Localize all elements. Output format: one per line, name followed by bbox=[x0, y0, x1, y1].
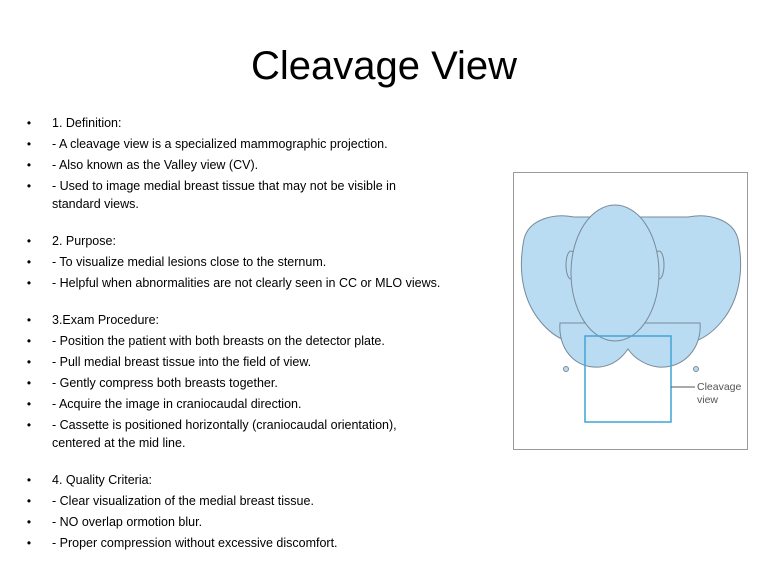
bullet-dot-icon: • bbox=[26, 255, 32, 269]
bullet-dot-icon: • bbox=[26, 494, 32, 508]
bullet-item bbox=[24, 274, 444, 292]
bullet-item bbox=[24, 534, 444, 552]
head bbox=[571, 205, 659, 341]
bullet-item bbox=[24, 492, 444, 510]
bullet-text: - Proper compression without excessive discomfort. bbox=[52, 536, 338, 550]
bullet-item bbox=[24, 156, 444, 174]
bullet-item bbox=[24, 471, 444, 489]
bullet-item bbox=[24, 253, 444, 271]
bullet-item bbox=[24, 374, 444, 392]
bullet-item bbox=[24, 353, 444, 371]
bullet-item bbox=[24, 177, 444, 213]
bullet-text: - Used to image medial breast tissue that may not be visible in standard views. bbox=[52, 179, 396, 211]
slide-title: Cleavage View bbox=[250, 44, 518, 88]
bullet-item bbox=[24, 395, 444, 413]
bullet-text: - Acquire the image in craniocaudal direction. bbox=[52, 397, 302, 411]
bullet-dot-icon: • bbox=[26, 313, 32, 327]
bullet-dot-icon: • bbox=[26, 116, 32, 130]
bullet-spacer bbox=[24, 295, 444, 308]
bullet-text: 4. Quality Criteria: bbox=[52, 473, 153, 487]
bullet-text: - Also known as the Valley view (CV). bbox=[52, 158, 259, 172]
cleavage-view-label: Cleavage view bbox=[697, 381, 742, 406]
patient-top-view-illustration bbox=[514, 173, 749, 451]
bullet-item bbox=[24, 114, 444, 132]
bullet-text: 3.Exam Procedure: bbox=[52, 313, 159, 327]
left-nipple bbox=[564, 367, 569, 372]
bullet-text: - NO overlap ormotion blur. bbox=[52, 515, 203, 529]
bullet-dot-icon: • bbox=[26, 355, 32, 369]
bullet-dot-icon: • bbox=[26, 536, 32, 550]
bullet-text: - A cleavage view is a specialized mammographic projection. bbox=[52, 137, 388, 151]
bullet-dot-icon: • bbox=[26, 334, 32, 348]
bullet-spacer bbox=[24, 455, 444, 468]
bullet-item bbox=[24, 513, 444, 531]
bullet-dot-icon: • bbox=[26, 397, 32, 411]
cleavage-view-diagram bbox=[513, 172, 748, 450]
bullet-item bbox=[24, 332, 444, 350]
bullet-text: - Cassette is positioned horizontally (craniocaudal orientation), centered at the mid line. bbox=[52, 418, 397, 450]
bullet-text: - Clear visualization of the medial breast tissue. bbox=[52, 494, 314, 508]
bullet-dot-icon: • bbox=[26, 276, 32, 290]
bullet-dot-icon: • bbox=[26, 515, 32, 529]
bullet-dot-icon: • bbox=[26, 179, 32, 193]
bullet-text: - Position the patient with both breasts on the detector plate. bbox=[52, 334, 385, 348]
bullet-item bbox=[24, 416, 444, 452]
bullet-dot-icon: • bbox=[26, 137, 32, 151]
bullet-text: - To visualize medial lesions close to the sternum. bbox=[52, 255, 327, 269]
bullet-dot-icon: • bbox=[26, 418, 32, 432]
bullet-list bbox=[24, 114, 444, 555]
bullet-dot-icon: • bbox=[26, 158, 32, 172]
bullet-text: - Helpful when abnormalities are not clearly seen in CC or MLO views. bbox=[52, 276, 441, 290]
bullet-spacer bbox=[24, 216, 444, 229]
bullet-dot-icon: • bbox=[26, 376, 32, 390]
bullet-item bbox=[24, 232, 444, 250]
bullet-text: 1. Definition: bbox=[52, 116, 122, 130]
bullet-dot-icon: • bbox=[26, 234, 32, 248]
bullet-text: - Pull medial breast tissue into the field of view. bbox=[52, 355, 312, 369]
bullet-dot-icon: • bbox=[26, 473, 32, 487]
bullet-text: 2. Purpose: bbox=[52, 234, 116, 248]
bullet-item bbox=[24, 311, 444, 329]
bullet-item bbox=[24, 135, 444, 153]
right-nipple bbox=[694, 367, 699, 372]
bullet-text: - Gently compress both breasts together. bbox=[52, 376, 278, 390]
